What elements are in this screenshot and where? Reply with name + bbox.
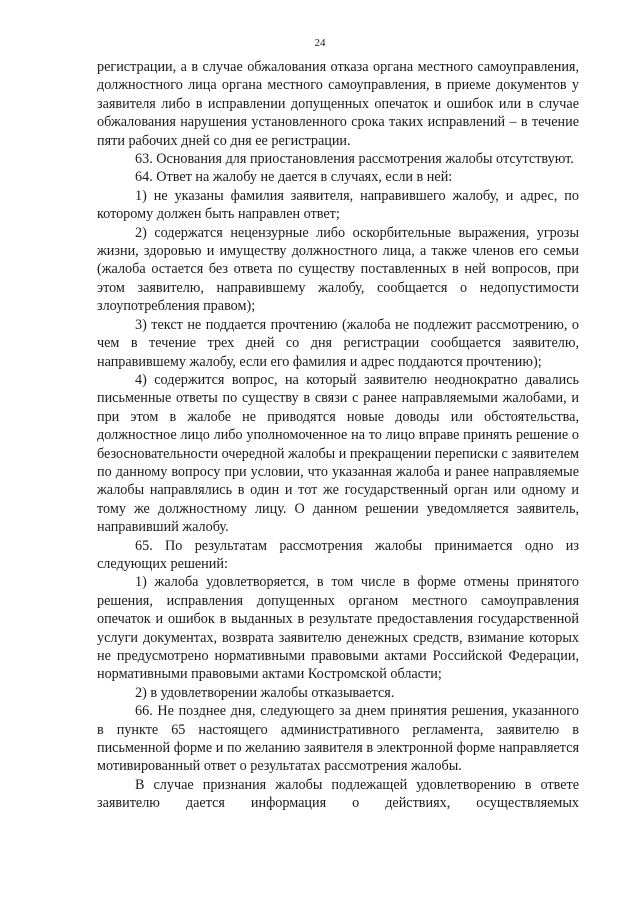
paragraph-clause-65: 65. По результатам рассмотрения жалобы принимается одно из следующих решений: [97, 537, 579, 572]
paragraph-64-item-3: 3) текст не поддается прочтению (жалоба не подлежит рассмотрению, о чем в течение трех дней со дня регистрации сообщается заявителю, направившему жалобу, если его фамилия и адрес поддаются прочтению); [97, 316, 579, 370]
paragraph-clause-63: 63. Основания для приостановления рассмотрения жалобы отсутствуют. [135, 151, 574, 168]
paragraph-65-item-2: 2) в удовлетворении жалобы отказывается. [135, 684, 395, 701]
page-number: 24 [314, 37, 326, 49]
paragraph-65-item-1: 1) жалоба удовлетворяется, в том числе в форме отмены принятого решения, исправления допущенных органом местного самоуправления опечаток и ошибок в выданных в результате предоставления государственной услуги документах, возврата заявителю денежных средств, взимание которых не предусмотрено нормативными правовыми актами Российской Федерации, нормативными правовыми актами Костромской области; [97, 574, 579, 683]
paragraph-continuation: регистрации, а в случае обжалования отказа органа местного самоуправления, должностного лица органа местного самоуправления, в приеме документов у заявителя либо в исправлении допущенных опечаток и ошибок или в случае обжалования нарушения установленного срока таких исправлений – в течение пяти рабочих дней со дня ее регистрации. [97, 59, 579, 149]
paragraph-64-item-1: 1) не указаны фамилия заявителя, направившего жалобу, и адрес, по которому должен быть направлен ответ; [97, 187, 579, 223]
paragraph-64-item-2: 2) содержатся нецензурные либо оскорбительные выражения, угрозы жизни, здоровью и имуществу должностного лица, а также членов его семьи (жалоба остается без ответа по существу поставленных в ней вопросов, при этом заявителю, направившему жалобу, сообщается о недопустимости злоупотребления правом); [97, 224, 579, 315]
paragraph-satisfaction-case: В случае признания жалобы подлежащей удовлетворению в ответе заявителю дается информация о действиях, осуществляемых [97, 776, 579, 812]
document-body [97, 58, 579, 813]
paragraph-64-item-4: 4) содержится вопрос, на который заявителю неоднократно давались письменные ответы по существу в связи с ранее направляемыми жалобами, и при этом в жалобе не приводятся новые доводы или обстоятельства, должностное лицо либо уполномоченное на то лицо вправе принять решение о безосновательности очередной жалобы и прекращении переписки с заявителем по данному вопросу при условии, что указанная жалоба и ранее направляемые жалобы направлялись в один и тот же государственный орган или одному и тому же должностному лицу. О данном решении уведомляется заявитель, направивший жалобу. [97, 371, 579, 536]
paragraph-clause-66: 66. Не позднее дня, следующего за днем принятия решения, указанного в пункте 65 настоящего административного регламента, заявителю в письменной форме и по желанию заявителя в электронной форме направляется мотивированный ответ о результатах рассмотрения жалобы. [97, 703, 579, 775]
paragraph-clause-64: 64. Ответ на жалобу не дается в случаях, если в ней: [135, 169, 453, 186]
